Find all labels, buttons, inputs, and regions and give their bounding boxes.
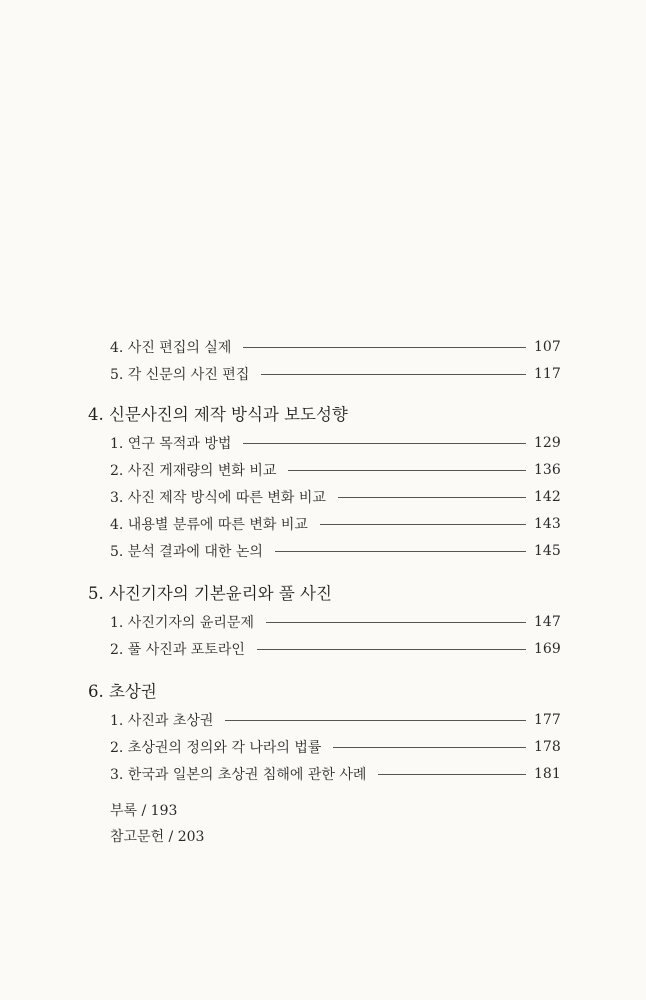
entry-label: 4. 내용별 분류에 따른 변화 비교 (110, 516, 308, 533)
chapter-title: 6. 초상권 (88, 682, 157, 701)
pre-entries (88, 333, 561, 387)
toc-entry (88, 537, 561, 564)
toc-entry (88, 706, 561, 733)
toc-entry (88, 760, 561, 787)
entry-label: 5. 분석 결과에 대한 논의 (110, 543, 263, 560)
toc-entry (88, 608, 561, 635)
leader-line (288, 470, 526, 471)
leader-line (338, 497, 526, 498)
leader-line (378, 774, 526, 775)
entry-page: 117 (534, 365, 561, 382)
appendix-block (88, 797, 558, 849)
entry-page: 129 (534, 434, 561, 451)
entry-page: 177 (534, 711, 561, 728)
leader-line (243, 443, 526, 444)
toc-entry (88, 360, 561, 387)
entry-label: 1. 사진과 초상권 (110, 712, 214, 729)
leader-line (266, 622, 526, 623)
leader-line (225, 720, 526, 721)
entry-label: 2. 풀 사진과 포토라인 (110, 641, 245, 658)
chapter-title: 4. 신문사진의 제작 방식과 보도성향 (88, 405, 348, 424)
entry-page: 181 (534, 765, 561, 782)
toc-entry (88, 456, 561, 483)
entry-label: 2. 사진 게재량의 변화 비교 (110, 462, 277, 479)
entry-page: 169 (534, 640, 561, 657)
toc-entry (88, 635, 561, 662)
entry-page: 143 (534, 515, 561, 532)
entry-label: 2. 초상권의 정의와 각 나라의 법률 (110, 739, 322, 756)
entry-page: 178 (534, 738, 561, 755)
leader-line (320, 524, 526, 525)
entry-label: 3. 사진 제작 방식에 따른 변화 비교 (110, 489, 326, 506)
chapter-4-entries (88, 429, 561, 564)
references-line: 참고문헌 / 203 (110, 829, 205, 845)
entry-label: 1. 사진기자의 윤리문제 (110, 614, 254, 631)
entry-label: 5. 각 신문의 사진 편집 (110, 366, 250, 383)
leader-line (257, 649, 526, 650)
entry-page: 136 (534, 461, 561, 478)
chapter-title: 5. 사진기자의 기본윤리와 풀 사진 (88, 584, 332, 603)
toc-entry (88, 733, 561, 760)
toc-entry (88, 483, 561, 510)
toc-entry (88, 333, 561, 360)
entry-page: 142 (534, 488, 561, 505)
toc-entry (88, 510, 561, 537)
table-of-contents (88, 331, 561, 849)
entry-label: 1. 연구 목적과 방법 (110, 435, 232, 452)
appendix-line: 부록 / 193 (110, 803, 178, 819)
chapter-6-entries (88, 706, 561, 787)
entry-label: 4. 사진 편집의 실제 (110, 339, 232, 356)
entry-page: 147 (534, 613, 561, 630)
entry-page: 145 (534, 542, 561, 559)
entry-page: 107 (534, 338, 561, 355)
leader-line (261, 374, 526, 375)
entry-label: 3. 한국과 일본의 초상권 침해에 관한 사례 (110, 766, 367, 783)
leader-line (333, 747, 526, 748)
toc-entry (88, 429, 561, 456)
leader-line (275, 551, 526, 552)
leader-line (243, 347, 526, 348)
chapter-5-entries (88, 608, 561, 662)
